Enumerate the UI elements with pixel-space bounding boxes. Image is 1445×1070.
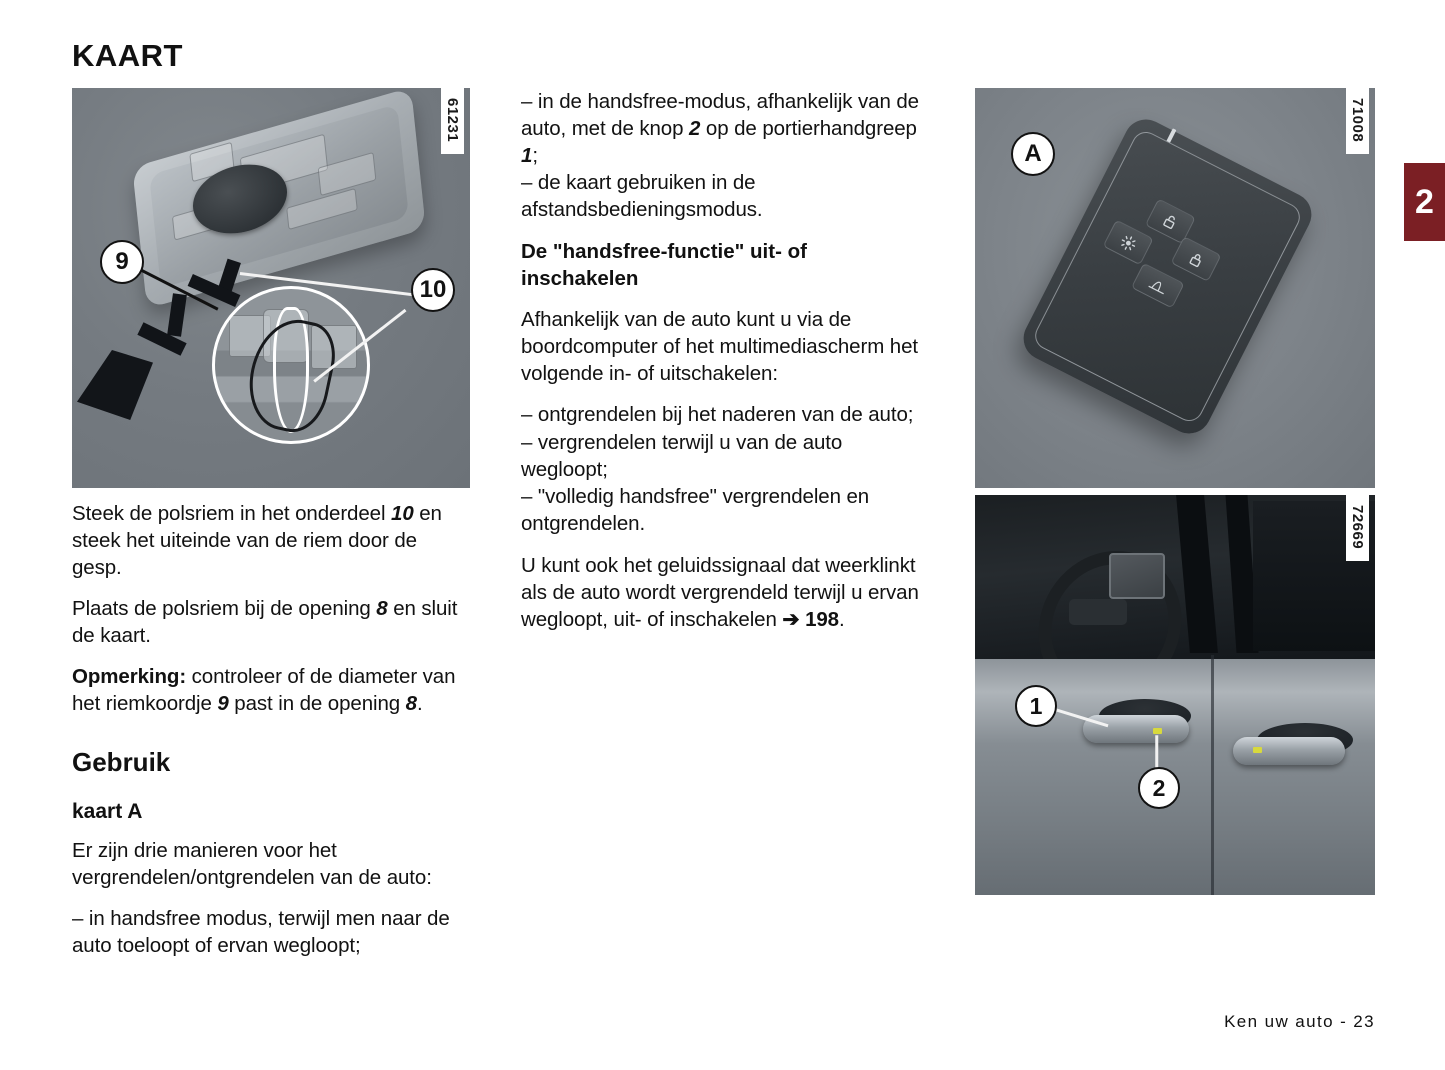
- steering-hub: [1069, 599, 1127, 625]
- tailgate-icon: [1131, 263, 1185, 309]
- lock-icon: [1171, 236, 1222, 282]
- figure-code: 61231: [441, 88, 464, 154]
- paragraph-three-ways: Er zijn drie manieren voor het vergrendelen/ontgrendelen van de auto:: [72, 839, 432, 890]
- middle-column: [521, 88, 919, 647]
- callout-1: [1015, 685, 1057, 727]
- callout-9-label: 9: [115, 248, 129, 275]
- callout-10-label: 10: [419, 276, 447, 303]
- callout-9: [100, 240, 144, 284]
- paragraph-onboard-computer: Afhankelijk van de auto kunt u via de boordcomputer of het multimediascherm het volgende in- of uitschakelen:: [521, 308, 918, 386]
- front-handle-led: [1153, 728, 1162, 734]
- heading-handsfree-toggle: De "handsfree-functie" uit- of inschakelen: [521, 240, 807, 291]
- callout-2: [1138, 767, 1180, 809]
- paragraph-sound-signal: U kunt ook het geluidssignaal dat weerklinkt als de auto wordt vergrendeld terwijl u ervan wegloopt, uit- of inschakelen ➔ 198.: [521, 553, 919, 631]
- chapter-number: 2: [1415, 183, 1434, 221]
- strap-buckle: [77, 350, 153, 420]
- door-gap: [1211, 655, 1214, 895]
- paragraph-note-diameter: Opmerking: controleer of de diameter van het riemkoordje 9 past in de opening 8.: [72, 665, 456, 716]
- section-heading-gebruik: Gebruik: [72, 747, 171, 778]
- page-title: KAART: [72, 38, 183, 73]
- left-column: [72, 500, 470, 974]
- callout-A-label: A: [1024, 140, 1042, 167]
- multimedia-screen: [1109, 553, 1165, 599]
- page-footer: Ken uw auto - 23: [1224, 1012, 1375, 1031]
- callout-1-label: 1: [1029, 692, 1043, 719]
- bullet-lock-walkaway: – vergrendelen terwijl u van de auto wegloopt;: [521, 430, 843, 481]
- rear-handle-led: [1253, 747, 1262, 753]
- key-card-face: [1030, 127, 1304, 426]
- bullet-unlock-approach: – ontgrendelen bij het naderen van de auto;: [521, 403, 914, 427]
- chapter-tab: [1404, 163, 1445, 241]
- bullet-handsfree-button: – in de handsfree-modus, afhankelijk van de auto, met de knop 2 op de portierhandgreep 1;: [521, 90, 919, 168]
- bullet-remote-mode: – de kaart gebruiken in de afstandsbedieningsmodus.: [521, 171, 763, 222]
- rear-door-handle: [1233, 737, 1345, 765]
- callout-10: [411, 268, 455, 312]
- magnifier-inset: [212, 286, 370, 444]
- front-door-handle: [1083, 715, 1189, 743]
- subsection-heading-kaart-a: kaart A: [72, 800, 143, 824]
- bullet-fully-handsfree: – "volledig handsfree" vergrendelen en ontgrendelen.: [521, 484, 870, 535]
- figure-key-card: [975, 88, 1375, 488]
- light-icon: [1103, 220, 1154, 266]
- paragraph-strap-opening: Plaats de polsriem bij de opening 8 en sluit de kaart.: [72, 597, 458, 648]
- figure-strap-assembly: [72, 88, 470, 488]
- bullet-handsfree-walk: – in handsfree modus, terwijl men naar de auto toeloopt of ervan wegloopt;: [72, 907, 450, 958]
- figure-code: 72669: [1346, 495, 1369, 561]
- figure-door-handles: [975, 495, 1375, 895]
- paragraph-strap-insert: Steek de polsriem in het onderdeel 10 en steek het uiteinde van de riem door de gesp.: [72, 502, 442, 580]
- key-card-body: [1016, 112, 1319, 441]
- callout-2-label: 2: [1152, 774, 1166, 801]
- figure-code: 71008: [1346, 88, 1369, 154]
- callout-A: [1011, 132, 1055, 176]
